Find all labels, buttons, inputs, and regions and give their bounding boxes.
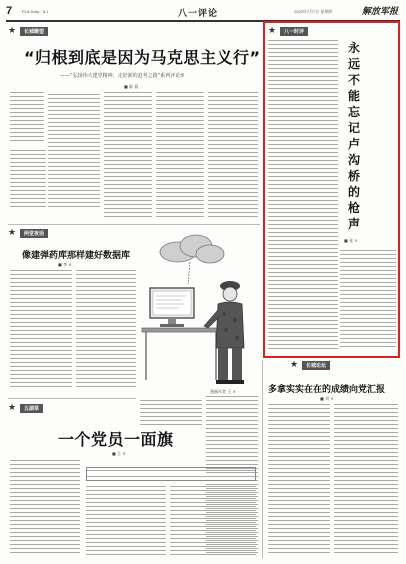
db-byline: ■ 李 × [58,262,72,267]
tag-label: 八一时评 [280,27,308,36]
main-headline: “归根到底是因为马克思主义行” [24,48,261,67]
main-byline: ■ 陈 晨 [124,84,139,89]
soldier-at-computer-illustration [138,230,256,398]
main-body-col2 [104,92,152,220]
db-body-col2 [76,270,136,388]
party-byline: ■ 王 × [112,451,126,456]
main-body-col1b [48,94,100,210]
star-icon: ★ [290,359,299,370]
issue-date: 2022年7月7日 星期四 [294,9,333,14]
star-icon: ★ [8,402,17,413]
db-body-col1 [10,270,72,388]
section-tag-3 [8,228,48,238]
star-icon: ★ [268,25,277,36]
pull-quote [86,467,256,481]
section-tag-1 [8,26,48,36]
main-body-col1c [10,150,46,210]
column-rule [262,360,263,558]
header-sub: PLA Daily · 8.1 [22,9,49,14]
party-body-col3 [170,486,256,556]
feature-body-col2 [340,250,396,350]
star-icon: ★ [8,227,17,238]
tag-label: 两堂夜话 [20,229,48,238]
tag-label: 长城论坛 [302,361,330,370]
page-header [6,6,400,22]
section-tag-2 [268,26,308,36]
report-byline: ■ 刘 × [320,396,334,401]
feature-vertical-title: 永 远 不 能 忘 记 卢 沟 桥 的 枪 声 [347,41,360,231]
star-icon: ★ [8,25,17,36]
main-body-col3 [156,92,204,220]
divider [8,398,136,399]
party-body-col2 [86,486,166,556]
feature-byline: ■ 张 × [344,238,358,243]
tag-label: 五湖草 [20,404,43,413]
main-body-col4 [208,92,258,220]
party-headline: 一个党员一面旗 [58,430,174,449]
feature-body-col1 [268,40,338,350]
report-headline: 多拿实实在在的成绩向党汇报 [268,385,386,395]
divider [8,224,260,225]
illustration-credit: 漫画作者 王 × [210,389,236,394]
party-body-col1 [10,460,80,556]
report-body-col2 [334,404,398,554]
tag-label: 长城瞭望 [20,27,48,36]
section-title: 八一评论 [178,9,219,19]
masthead: 解放军报 [361,7,398,17]
section-tag-5 [8,403,43,413]
mid-body-short [140,400,202,426]
report-body-col1 [268,404,330,554]
main-body-col1a [10,92,44,144]
main-dek: ——“弘扬伟大建党精神，走好新的赶考之路”系列评论⑤ [60,73,185,79]
section-tag-4 [290,360,330,370]
db-headline: 像建弹药库那样建好数据库 [22,251,131,261]
page-number: 7 [6,5,13,17]
